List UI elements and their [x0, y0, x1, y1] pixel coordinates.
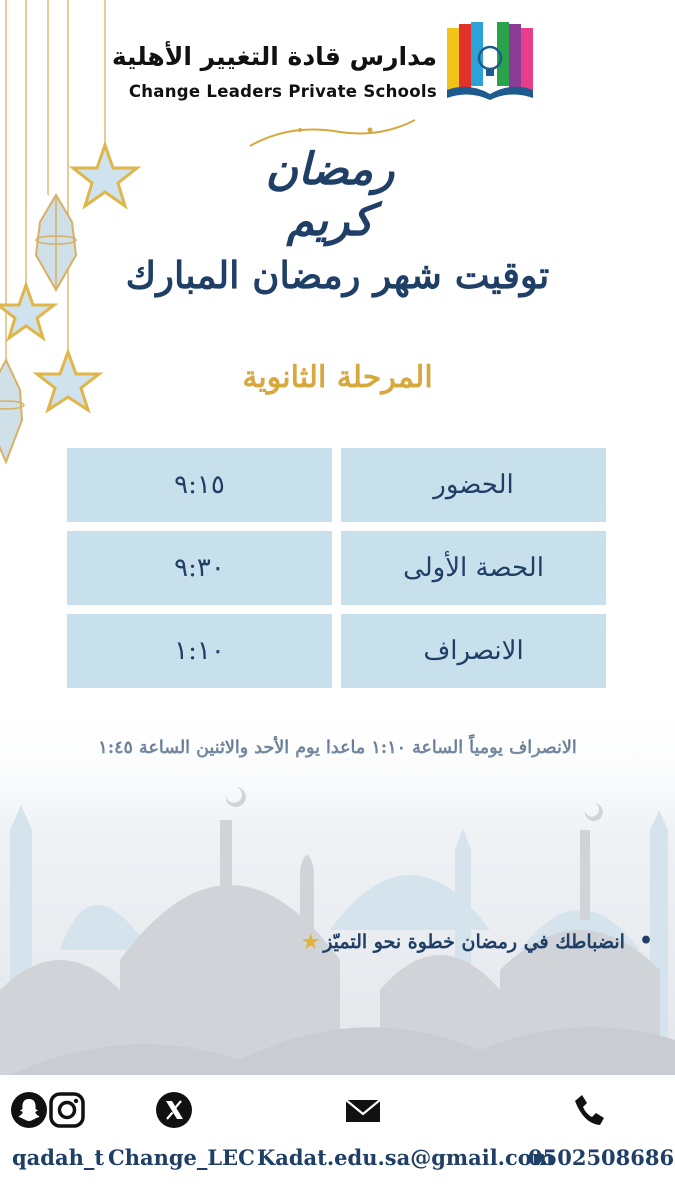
stage-title: المرحلة الثانوية — [242, 360, 433, 395]
phone-icon[interactable] — [570, 1091, 608, 1129]
x-handle[interactable]: Change_LEC — [108, 1145, 255, 1170]
school-name-arabic: مدارس قادة التغيير الأهلية — [111, 42, 437, 71]
schedule-table — [66, 448, 606, 697]
snapchat-instagram-handle[interactable]: qadah_t — [12, 1145, 105, 1170]
mosque-skyline-illustration — [0, 700, 675, 1080]
motivational-text: انضباطك في رمضان خطوة نحو التميّز — [323, 931, 625, 953]
ramadan-greeting: رمضان كريم — [265, 144, 395, 246]
phone-number[interactable]: 0502508686 — [528, 1145, 675, 1170]
email-address[interactable]: Kadat.edu.sa@gmail.com — [257, 1145, 555, 1170]
ramadan-kareem-calligraphy — [230, 118, 430, 246]
schedule-label: الانصراف — [341, 614, 606, 688]
x-icon[interactable] — [155, 1091, 193, 1129]
motivational-bullet — [302, 928, 653, 954]
snapchat-icon[interactable] — [10, 1091, 48, 1129]
book-logo-icon — [445, 20, 535, 102]
table-row — [66, 614, 606, 688]
table-row — [66, 448, 606, 522]
calligraphy-ornament — [230, 118, 430, 148]
page-title: توقيت شهر رمضان المبارك — [125, 253, 550, 297]
instagram-icon[interactable] — [48, 1091, 86, 1129]
school-logo-block — [111, 20, 535, 110]
schedule-time: ١:١٠ — [67, 614, 332, 688]
schedule-time: ٩:٣٠ — [67, 531, 332, 605]
schedule-label: الحصة الأولى — [341, 531, 606, 605]
schedule-time: ٩:١٥ — [67, 448, 332, 522]
bullet-dot: • — [638, 928, 653, 954]
schedule-label: الحضور — [341, 448, 606, 522]
star-emoji-icon: ★ — [302, 931, 320, 953]
table-row — [66, 531, 606, 605]
footer-contacts — [0, 1075, 675, 1200]
mail-icon[interactable] — [344, 1091, 382, 1129]
school-name-english: Change Leaders Private Schools — [128, 82, 437, 101]
